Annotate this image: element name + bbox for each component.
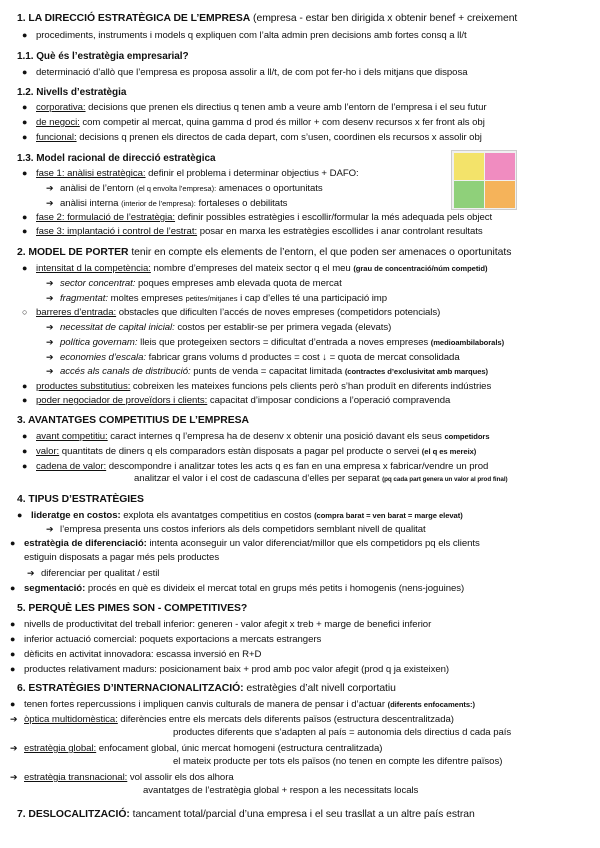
list-item: ● fase 2: formulació de l’estratègia: definir possibles estratègies i escollir/formular la més adequada pels object (22, 212, 493, 223)
list-item: ● fase 3: implantació i control de l’estrat: posar en marxa les estratègies escollides i anar controlant resultats (22, 226, 483, 237)
section-6-heading: 6. ESTRATÈGIES D’INTERNACIONALITZACIÓ: estratègies d’alt nivell corportatiu (17, 683, 396, 694)
list-item-continuation: productes diferents que s’adapten al país = autonomia dels directius d cada país (173, 727, 512, 738)
list-item: ➔ estratègia transnacional: vol assolir els dos alhora (10, 772, 234, 783)
list-item: ○ barreres d’entrada: obstacles que dificulten l’accés de noves empreses (competidors potencials) (22, 307, 441, 318)
list-item-continuation: avantatges de l’estratègia global + respon a les necessitats locals (143, 785, 419, 796)
list-item: ● lideratge en costos: explota els avantatges competitius en costos (compra barat = ven barat = marge elevat) (17, 510, 463, 521)
subheading-1-2: 1.2. Nivells d’estratègia (17, 87, 127, 98)
sub-list-item: ➔ anàlisi interna (interior de l’empresa): fortaleses o debilitats (46, 198, 288, 209)
list-item: ● tenen fortes repercussions i impliquen canvis culturals de manera de pensar i d’actuar (diferents enfocaments:) (10, 699, 476, 710)
sub-list-item: ➔ fragmentat: moltes empreses petites/mitjanes i cap d’elles té una participació imp (46, 293, 388, 304)
section-7-heading: 7. DESLOCALITZACIÓ: tancament total/parcial d’una empresa i el seu trasllat a un altre país estran (17, 809, 475, 820)
subheading-1-1: 1.1. Què és l’estratègia empresarial? (17, 51, 189, 62)
list-item: ● productes relativament madurs: posicionament baix + prod amb poc valor afegit (prod q ja existeixen) (10, 664, 450, 675)
list-item: ● poder negociador de proveïdors i clients: capacitat d’imposar condicions a l’operació compravenda (22, 395, 451, 406)
list-item: ● valor: quantitats de diners q els comparadors estàn disposats a pagar pel producte o servei (el q es mereix) (22, 446, 477, 457)
dafo-quadrant-weaknesses (454, 153, 484, 180)
list-item: ➔ estratègia global: enfocament global, únic mercat homogeni (estructura centralitzada) (10, 743, 383, 754)
list-item: ● cadena de valor: descompondre i analitzar totes les acts q es fan en una empresa x fabricar/vendre un prod (22, 461, 489, 472)
list-item: ● nivells de productivitat del treball inferior: generen - valor afegit x treb + marge de benefici inferior (10, 619, 432, 630)
list-item: ● estratègia de diferenciació: intenta aconseguir un valor diferenciat/millor que els competidors pq els clients (10, 538, 480, 549)
dafo-quadrant-threats (485, 153, 515, 180)
list-item: ● funcional: decisions q prenen els directos de cada depart, com s’usen, coordinen els recursos x assolir obj (22, 132, 482, 143)
section-5-heading: 5. PERQUÈ LES PIMES SON - COMPETITIVES? (17, 603, 248, 614)
list-item-continuation: el mateix producte per tots els països (no tenen en compte les difentre països) (173, 756, 503, 767)
list-item: ● determinació d’allò que l’empresa es proposa assolir a ll/t, de com pot fer-ho i dels mitjans que disposa (22, 67, 468, 78)
section-4-heading: 4. TIPUS D’ESTRATÈGIES (17, 494, 144, 505)
list-item: ● intensitat d la competència: nombre d’empreses del mateix sector q el meu (grau de concentració/núm competid) (22, 263, 488, 274)
sub-list-item: ➔ economies d’escala: fabricar grans volums d productes = cost ↓ = quota de mercat consolidada (46, 352, 460, 363)
list-item: ● inferior actuació comercial: poquets exportacions a mercats estrangers (10, 634, 322, 645)
list-item: ● de negoci: com competir al mercat, quina gamma d prod és millor + com desenv recursos x fer front als obj (22, 117, 485, 128)
list-item: ● avant competitiu: caract internes q l’empresa ha de desenv x obtenir una posició davant els seus competidors (22, 431, 490, 442)
dafo-quadrant-opportunities (485, 181, 515, 208)
list-item-continuation: estiguin disposats a pagar més pels productes (24, 552, 220, 563)
list-item: ● productes substitutius: cobreixen les mateixes funcions pels clients però s’han produït en diferents indústries (22, 381, 492, 392)
section-1-heading: 1. LA DIRECCIÓ ESTRATÈGICA DE L’EMPRESA (empresa - estar ben dirigida x obtenir benef + creixement (17, 13, 518, 24)
list-item: ● corporativa: decisions que prenen els directius q tenen amb a veure amb l’entorn de l’empresa i el seu futur (22, 102, 487, 113)
sub-list-item: ➔ l’empresa presenta uns costos inferiors als dels competidors semblant nivell de qualitat (46, 524, 426, 535)
sub-list-item: ➔ sector concentrat: poques empreses amb elevada quota de mercat (46, 278, 342, 289)
list-item-continuation: analitzar el valor i el cost de cadascuna d’elles per separat (pq cada part genera un valor al prod final) (134, 473, 508, 484)
sub-list-item: ➔ política governam: lleis que protegeixen sectors = dificultat d’entrada a noves empreses (medioambilaborals) (46, 337, 505, 348)
sub-list-item: ➔ anàlisi de l’entorn (el q envolta l’empresa): amenaces o oportunitats (46, 183, 323, 194)
dafo-matrix-image (451, 150, 517, 210)
section-3-heading: 3. AVANTATGES COMPETITIUS DE L’EMPRESA (17, 415, 249, 426)
subheading-1-3: 1.3. Model racional de direcció estratègica (17, 153, 216, 164)
section-2-heading: 2. MODEL DE PORTER tenir en compte els elements de l’entorn, el que poden ser amenaces o oportunitats (17, 247, 512, 258)
list-item: ➔ òptica multidomèstica: diferències entre els mercats dels diferents països (estructura descentralitzada) (10, 714, 454, 725)
sub-list-item: ➔ necessitat de capital inicial: costos per establir-se per primera vegada (elevats) (46, 322, 392, 333)
dafo-quadrant-strengths (454, 181, 484, 208)
sub-list-item: ➔ accés als canals de distribució: punts de venda = capacitat limitada (contractes d’exclusivitat amb marques) (46, 366, 489, 377)
list-item: ● dèficits en activitat innovadora: escassa inversió en R+D (10, 649, 262, 660)
list-item: ● procediments, instruments i models q expliquen com l’alta admin pren decisions amb fortes consq a ll/t (22, 30, 467, 41)
list-item: ● segmentació: procés en què es divideix el mercat total en grups més petits i homogenis (nens-joguines) (10, 583, 465, 594)
sub-list-item: ➔ diferenciar per qualitat / estil (27, 568, 160, 579)
list-item: ● fase 1: anàlisi estratègica: definir el problema i determinar objectius + DAFO: (22, 168, 359, 179)
